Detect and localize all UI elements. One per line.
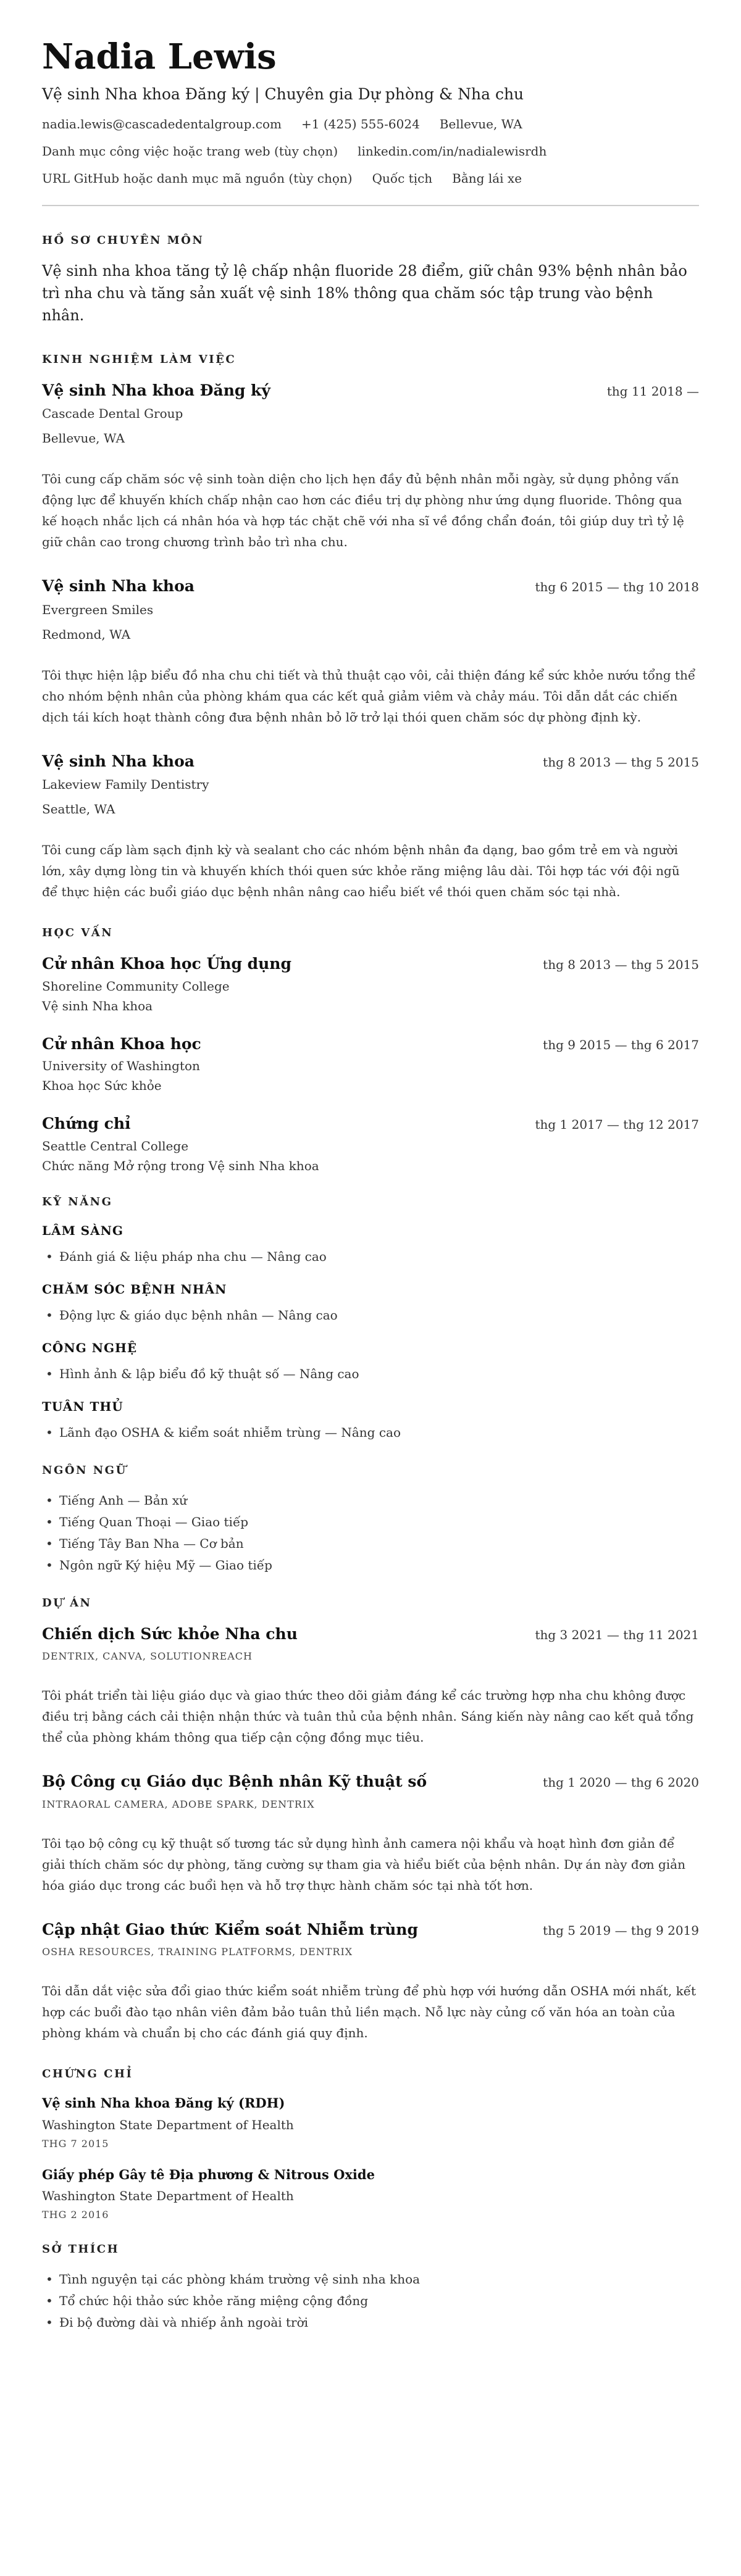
section-title: DỰ ÁN [42, 1596, 92, 1610]
candidate-name: Nadia Lewis [42, 36, 277, 77]
phone-number: +1 (425) 555-6024 [301, 116, 420, 131]
skill-category: CHĂM SÓC BỆNH NHÂN [42, 1281, 227, 1297]
job-dates: thg 11 2018 — [606, 383, 699, 399]
field-of-study: Vệ sinh Nha khoa [42, 998, 153, 1013]
school-name: University of Washington [42, 1058, 200, 1074]
summary-text: Vệ sinh nha khoa tăng tỷ lệ chấp nhận fluoride 28 điểm, giữ chân 93% bệnh nhân bảo trì nha chu và tăng sản xuất vệ sinh 18% thông qua chăm sóc tập trung vào bệnh nhân. [42, 262, 687, 324]
skill-group [42, 1221, 699, 1268]
section-title: KINH NGHIỆM LÀM VIỆC [42, 352, 237, 366]
skill-group [42, 1280, 699, 1326]
experience-section [42, 351, 699, 903]
project-dates: thg 1 2020 — thg 6 2020 [543, 1775, 699, 1790]
certification-name: Giấy phép Gây tê Địa phương & Nitrous Oxide [42, 2166, 375, 2182]
skill-category: CÔNG NGHỆ [42, 1340, 138, 1355]
section-title: CHỨNG CHỈ [42, 2067, 133, 2081]
contact-row [42, 169, 699, 188]
education-dates: thg 9 2015 — thg 6 2017 [543, 1037, 699, 1052]
skill-group [42, 1339, 699, 1385]
degree-title: Cử nhân Khoa học Ứng dụng [42, 955, 291, 973]
skill-item: • Hình ảnh & lập biểu đồ kỹ thuật số — Nâng cao [42, 1363, 699, 1385]
project-name: Chiến dịch Sức khỏe Nha chu [42, 1624, 298, 1643]
job-description: Tôi cung cấp chăm sóc vệ sinh toàn diện cho lịch hẹn đầy đủ bệnh nhân mỗi ngày, sử dụng phỏng vấn động lực để khuyến khích chấp nhận cao hơn các điều trị dự phòng như ứng dụng fluoride. Thông qua kế hoạch nhắc lịch cá nhân hóa và hợp tác chặt chẽ với nha sĩ về đồng chẩn đoán, tôi giúp duy trì tỷ lệ giữ chân cao trong chương trình bảo trì nha chu. [42, 472, 684, 550]
certification-date: THG 7 2015 [42, 2137, 109, 2150]
education-dates: thg 8 2013 — thg 5 2015 [543, 957, 699, 973]
email-link[interactable]: nadia.lewis@cascadedentalgroup.com [42, 116, 282, 131]
skill-item: • Động lực & giáo dục bệnh nhân — Nâng cao [42, 1305, 699, 1326]
project-dates: thg 3 2021 — thg 11 2021 [535, 1627, 699, 1642]
certification-item [42, 2093, 699, 2151]
job-location: Redmond, WA [42, 626, 131, 642]
school-name: Seattle Central College [42, 1138, 189, 1153]
certifications-section [42, 2066, 699, 2222]
location: Bellevue, WA [439, 116, 522, 131]
certification-name: Vệ sinh Nha khoa Đăng ký (RDH) [42, 2095, 285, 2111]
skill-category: TUÂN THỦ [42, 1398, 124, 1414]
section-title: HỒ SƠ CHUYÊN MÔN [42, 233, 204, 247]
project-description: Tôi tạo bộ công cụ kỹ thuật số tương tác sử dụng hình ảnh camera nội khẩu và hoạt hình đơn giản để giải thích chăm sóc dự phòng, tăng cường sự tham gia và hiểu biết của bệnh nhân. Dự án này đơn giản hóa giáo dục trong các buổi hẹn và hỗ trợ thực hành chăm sóc tại nhà tốt hơn. [42, 1835, 685, 1893]
company-name: Lakeview Family Dentistry [42, 777, 209, 792]
job-title: Vệ sinh Nha khoa [42, 577, 195, 596]
languages-section [42, 1462, 699, 1576]
job-dates: thg 8 2013 — thg 5 2015 [543, 754, 699, 770]
project-tech: OSHA RESOURCES, TRAINING PLATFORMS, DENTRIX [42, 1946, 353, 1958]
project-item [42, 1622, 699, 1748]
project-dates: thg 5 2019 — thg 9 2019 [543, 1922, 699, 1938]
field-of-study: Khoa học Sức khỏe [42, 1078, 162, 1094]
summary-section [42, 232, 699, 326]
company-name: Cascade Dental Group [42, 406, 183, 422]
section-title: NGÔN NGỮ [42, 1463, 127, 1477]
company-name: Evergreen Smiles [42, 602, 154, 617]
projects-section [42, 1595, 699, 2044]
header-divider [42, 205, 699, 206]
job-description: Tôi cung cấp làm sạch định kỳ và sealant cho các nhóm bệnh nhân đa dạng, bao gồm trẻ em và người lớn, xây dựng lòng tin và khuyến khích thói quen sức khỏe răng miệng lâu dài. Tôi hợp tác với đội ngũ để thực hiện các buổi giáo dục bệnh nhân nâng cao hiểu biết về thói quen chăm sóc tại nhà. [42, 842, 680, 900]
license-placeholder: Bằng lái xe [452, 170, 522, 186]
section-title: KỸ NĂNG [42, 1195, 113, 1208]
education-item [42, 1112, 699, 1175]
project-item [42, 1918, 699, 2044]
education-section [42, 924, 699, 1175]
certification-date: THG 2 2016 [42, 2209, 109, 2221]
project-tech: DENTRIX, CANVA, SOLUTIONREACH [42, 1650, 253, 1663]
language-item: • Ngôn ngữ Ký hiệu Mỹ — Giao tiếp [42, 1555, 699, 1576]
interest-item: • Đi bộ đường dài và nhiếp ảnh ngoài trời [42, 2312, 699, 2333]
contact-row [42, 115, 699, 133]
project-name: Cập nhật Giao thức Kiểm soát Nhiễm trùng [42, 1920, 418, 1938]
education-item [42, 952, 699, 1015]
job-location: Seattle, WA [42, 802, 115, 817]
job-title: Vệ sinh Nha khoa [42, 752, 195, 770]
interest-item: • Tổ chức hội thảo sức khỏe răng miệng cộng đồng [42, 2290, 699, 2312]
section-title: SỞ THÍCH [42, 2243, 120, 2256]
job-location: Bellevue, WA [42, 431, 125, 446]
contact-info [42, 115, 699, 188]
linkedin-link[interactable]: linkedin.com/in/nadialewisrdh [358, 143, 547, 159]
certification-issuer: Washington State Department of Health [42, 2117, 294, 2132]
experience-item [42, 575, 699, 728]
language-item: • Tiếng Anh — Bản xứ [42, 1490, 699, 1511]
nationality-placeholder: Quốc tịch [372, 170, 433, 186]
language-item: • Tiếng Quan Thoại — Giao tiếp [42, 1511, 699, 1533]
github-placeholder: URL GitHub hoặc danh mục mã nguồn (tùy chọn) [42, 170, 353, 186]
portfolio-placeholder: Danh mục công việc hoặc trang web (tùy chọn) [42, 143, 338, 159]
skill-category: LÂM SÀNG [42, 1223, 124, 1238]
project-description: Tôi dẫn dắt việc sửa đổi giao thức kiểm soát nhiễm trùng để phù hợp với hướng dẫn OSHA mới nhất, kết hợp các buổi đào tạo nhân viên đảm bảo tuân thủ liền mạch. Nỗ lực này củng cố văn hóa an toàn của phòng khám và chuẩn bị cho các đánh giá quy định. [42, 1984, 697, 2041]
skills-section [42, 1194, 699, 1444]
job-title: Vệ sinh Nha khoa Đăng ký [42, 381, 270, 399]
skill-item: • Đánh giá & liệu pháp nha chu — Nâng cao [42, 1246, 699, 1268]
skill-group [42, 1397, 699, 1444]
language-item: • Tiếng Tây Ban Nha — Cơ bản [42, 1533, 699, 1555]
project-description: Tôi phát triển tài liệu giáo dục và giao thức theo dõi giảm đáng kể các trường hợp nha chu không được điều trị bằng cách cải thiện nhận thức và tuân thủ của bệnh nhân. Sáng kiến này nâng cao kết quả tổng thể của phòng khám thông qua tiếp cận cộng đồng mục tiêu. [42, 1688, 694, 1745]
certification-issuer: Washington State Department of Health [42, 2188, 294, 2204]
degree-title: Cử nhân Khoa học [42, 1034, 201, 1053]
section-title: HỌC VẤN [42, 926, 114, 940]
resume-header [42, 37, 699, 188]
job-description: Tôi thực hiện lập biểu đồ nha chu chi tiết và thủ thuật cạo vôi, cải thiện đáng kể sức khỏe nướu tổng thể cho nhóm bệnh nhân của phòng khám qua các kết quả giảm viêm và chảy máu. Tôi dẫn dắt các chiến dịch tái kích hoạt thành công đưa bệnh nhân bỏ lỡ trở lại thói quen chăm sóc dự phòng định kỳ. [42, 667, 696, 725]
project-tech: INTRAORAL CAMERA, ADOBE SPARK, DENTRIX [42, 1798, 315, 1810]
headline: Vệ sinh Nha khoa Đăng ký | Chuyên gia Dự phòng & Nha chu [42, 85, 524, 104]
interests-section [42, 2241, 699, 2333]
interest-item: • Tình nguyện tại các phòng khám trường vệ sinh nha khoa [42, 2269, 699, 2290]
field-of-study: Chức năng Mở rộng trong Vệ sinh Nha khoa [42, 1158, 319, 1173]
experience-item [42, 750, 699, 903]
experience-item [42, 379, 699, 553]
contact-row [42, 142, 699, 160]
project-name: Bộ Công cụ Giáo dục Bệnh nhân Kỹ thuật số [42, 1772, 427, 1791]
certification-item [42, 2165, 699, 2223]
education-item [42, 1032, 699, 1095]
education-dates: thg 1 2017 — thg 12 2017 [535, 1117, 699, 1132]
skill-item: • Lãnh đạo OSHA & kiểm soát nhiễm trùng — Nâng cao [42, 1422, 699, 1444]
project-item [42, 1770, 699, 1896]
job-dates: thg 6 2015 — thg 10 2018 [535, 580, 699, 595]
school-name: Shoreline Community College [42, 978, 230, 994]
degree-title: Chứng chỉ [42, 1115, 131, 1133]
